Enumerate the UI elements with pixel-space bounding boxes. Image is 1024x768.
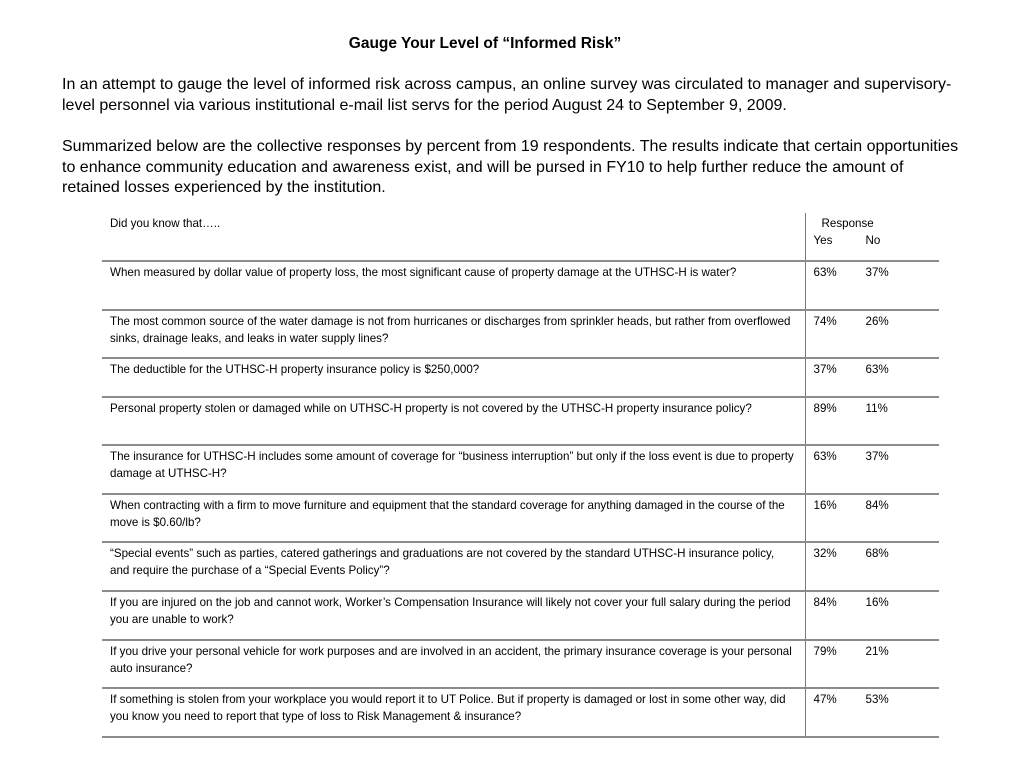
table-row <box>102 397 939 445</box>
response-cell <box>805 397 939 445</box>
no-value: 26% <box>865 315 889 328</box>
yes-value: 47% <box>813 693 837 706</box>
summary-paragraph: Summarized below are the collective responses by percent from 19 respondents. The results indicate that certain opportunities to enhance community education and awareness exist, and will be pursed in FY10 to help further reduce the amount of retained losses experienced by the institution. <box>62 138 959 196</box>
response-cell <box>805 445 939 494</box>
response-cell <box>805 542 939 591</box>
table-row <box>102 358 939 397</box>
question-cell: The insurance for UTHSC-H includes some amount of coverage for “business interruption” but only if the loss event is due to property damage at UTHSC-H? <box>102 445 805 494</box>
yes-value: 84% <box>813 596 837 609</box>
question-cell: When measured by dollar value of property loss, the most significant cause of property damage at the UTHSC-H is water? <box>102 261 805 310</box>
question-cell: If you are injured on the job and cannot work, Worker’s Compensation Insurance will likely not cover your full salary during the period you are unable to work? <box>102 591 805 640</box>
yes-value: 16% <box>813 499 837 512</box>
table-row <box>102 310 939 358</box>
response-cell <box>805 310 939 358</box>
table-row <box>102 688 939 737</box>
page-title: Gauge Your Level of “Informed Risk” <box>348 35 622 52</box>
table-row <box>102 591 939 640</box>
yes-no-header <box>814 234 881 247</box>
yes-value: 79% <box>813 645 837 658</box>
question-column-header: Did you know that….. <box>102 213 805 261</box>
no-value: 84% <box>865 499 889 512</box>
response-cell <box>805 494 939 542</box>
table-row <box>102 640 939 688</box>
table-row <box>102 542 939 591</box>
yes-value: 74% <box>813 315 837 328</box>
table-header-row <box>102 213 939 261</box>
response-cell <box>805 640 939 688</box>
question-cell: Personal property stolen or damaged while on UTHSC-H property is not covered by the UTHSC-H property insurance policy? <box>102 397 805 445</box>
question-cell: The deductible for the UTHSC-H property insurance policy is $250,000? <box>102 358 805 397</box>
yes-value: 63% <box>813 450 837 463</box>
question-cell: If you drive your personal vehicle for work purposes and are involved in an accident, the primary insurance coverage is your personal auto insurance? <box>102 640 805 688</box>
no-header: No <box>865 234 881 247</box>
no-value: 11% <box>865 402 888 415</box>
no-value: 16% <box>865 596 889 609</box>
no-value: 68% <box>865 547 889 560</box>
question-cell: If something is stolen from your workplace you would report it to UT Police. But if property is damaged or lost in some other way, did you know you need to report that type of loss to Risk Management & insurance? <box>102 688 805 737</box>
question-cell: The most common source of the water damage is not from hurricanes or discharges from sprinkler heads, but rather from overflowed sinks, drainage leaks, and leaks in water supply lines? <box>102 310 805 358</box>
yes-header: Yes <box>813 234 833 247</box>
yes-value: 89% <box>813 402 837 415</box>
response-cell <box>805 261 939 310</box>
no-value: 37% <box>865 266 889 279</box>
response-cell <box>805 358 939 397</box>
table-row <box>102 445 939 494</box>
survey-results-table <box>102 213 939 738</box>
yes-value: 37% <box>813 363 837 376</box>
yes-value: 63% <box>813 266 837 279</box>
intro-paragraph: In an attempt to gauge the level of informed risk across campus, an online survey was circulated to manager and supervisory-level personnel via various institutional e-mail list servs for the period August 24 to September 9, 2009. <box>62 76 952 114</box>
response-cell <box>805 591 939 640</box>
table-row <box>102 261 939 310</box>
question-cell: “Special events” such as parties, catered gatherings and graduations are not covered by the standard UTHSC-H insurance policy, and require the purchase of a “Special Events Policy”? <box>102 542 805 591</box>
yes-value: 32% <box>813 547 837 560</box>
table-row <box>102 494 939 542</box>
no-value: 53% <box>865 693 889 706</box>
response-column-header <box>805 213 939 261</box>
question-cell: When contracting with a firm to move furniture and equipment that the standard coverage for anything damaged in the course of the move is $0.60/lb? <box>102 494 805 542</box>
no-value: 63% <box>865 363 889 376</box>
no-value: 37% <box>865 450 889 463</box>
no-value: 21% <box>865 645 889 658</box>
response-header-label: Response <box>821 217 874 230</box>
response-cell <box>805 688 939 737</box>
